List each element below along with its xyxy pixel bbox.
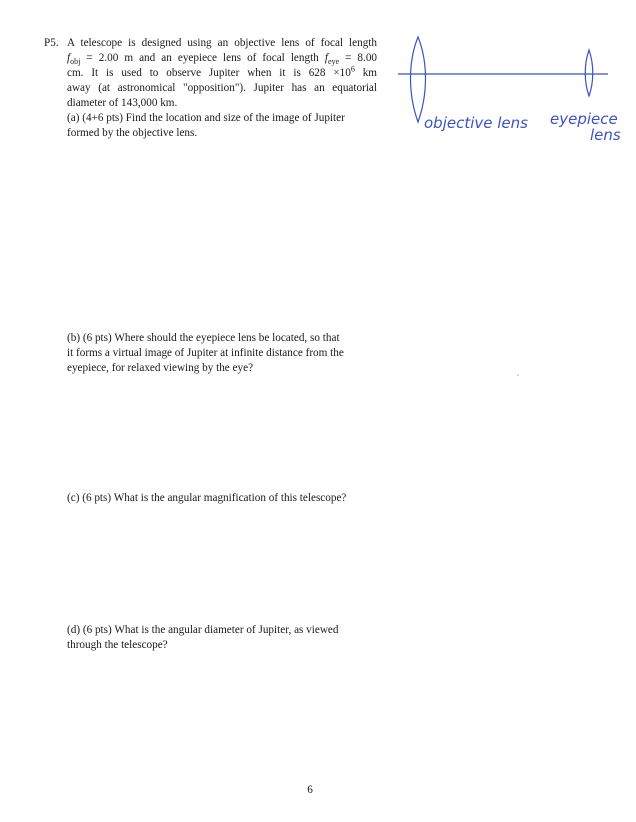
eyepiece-label-lens: lens — [590, 126, 621, 144]
part-b-line-1: (b) (6 pts) Where should the eyepiece lens be located, so that — [67, 332, 340, 344]
part-c-line-1: (c) (6 pts) What is the angular magnification of this telescope? — [67, 492, 347, 504]
intro-line-3 — [67, 66, 377, 81]
line3-end: km — [354, 67, 377, 79]
page-number: 6 — [307, 784, 313, 796]
objective-lens-label: objective lens — [424, 114, 528, 132]
problem-statement — [67, 36, 377, 111]
eye-subscript: eye — [327, 57, 340, 67]
part-a-line-1: (a) (4+6 pts) Find the location and size of the image of Jupiter — [67, 112, 345, 124]
problem-label: P5. — [44, 37, 59, 49]
eyepiece-label: eyepiece — [550, 110, 618, 128]
objective-lens-shape — [411, 37, 426, 122]
f-symbol-eye: f — [324, 52, 328, 64]
part-d-question — [67, 623, 379, 653]
intro-line-2 — [67, 51, 377, 66]
line3-start: cm. It is used to observe Jupiter when it is 628 ×10 — [67, 67, 351, 79]
intro-line-5: diameter of 143,000 km. — [67, 97, 178, 109]
part-a-line-2: formed by the objective lens. — [67, 127, 198, 139]
eyepiece-lens-shape — [585, 50, 593, 96]
scan-speck — [517, 374, 519, 376]
part-c-question — [67, 491, 379, 506]
part-b-line-2: it forms a virtual image of Jupiter at infinite distance from the — [67, 347, 344, 359]
part-b-question — [67, 331, 379, 376]
f-symbol: f — [67, 52, 71, 64]
part-a-question — [67, 111, 379, 141]
part-b-line-3: eyepiece, for relaxed viewing by the eye? — [67, 362, 254, 374]
line2-end: = 8.00 — [339, 52, 378, 64]
intro-line-4: away (at astronomical "opposition"). Jupiter has an equatorial — [67, 82, 377, 94]
intro-line-1: A telescope is designed using an objective lens of focal length — [67, 37, 377, 49]
line2-middle: = 2.00 m and an eyepiece lens of focal length — [80, 52, 325, 64]
part-d-line-1: (d) (6 pts) What is the angular diameter of Jupiter, as viewed — [67, 624, 339, 636]
obj-subscript: obj — [70, 57, 81, 67]
exponent: 6 — [350, 64, 355, 74]
part-d-line-2: through the telescope? — [67, 639, 168, 651]
telescope-sketch — [390, 32, 630, 152]
